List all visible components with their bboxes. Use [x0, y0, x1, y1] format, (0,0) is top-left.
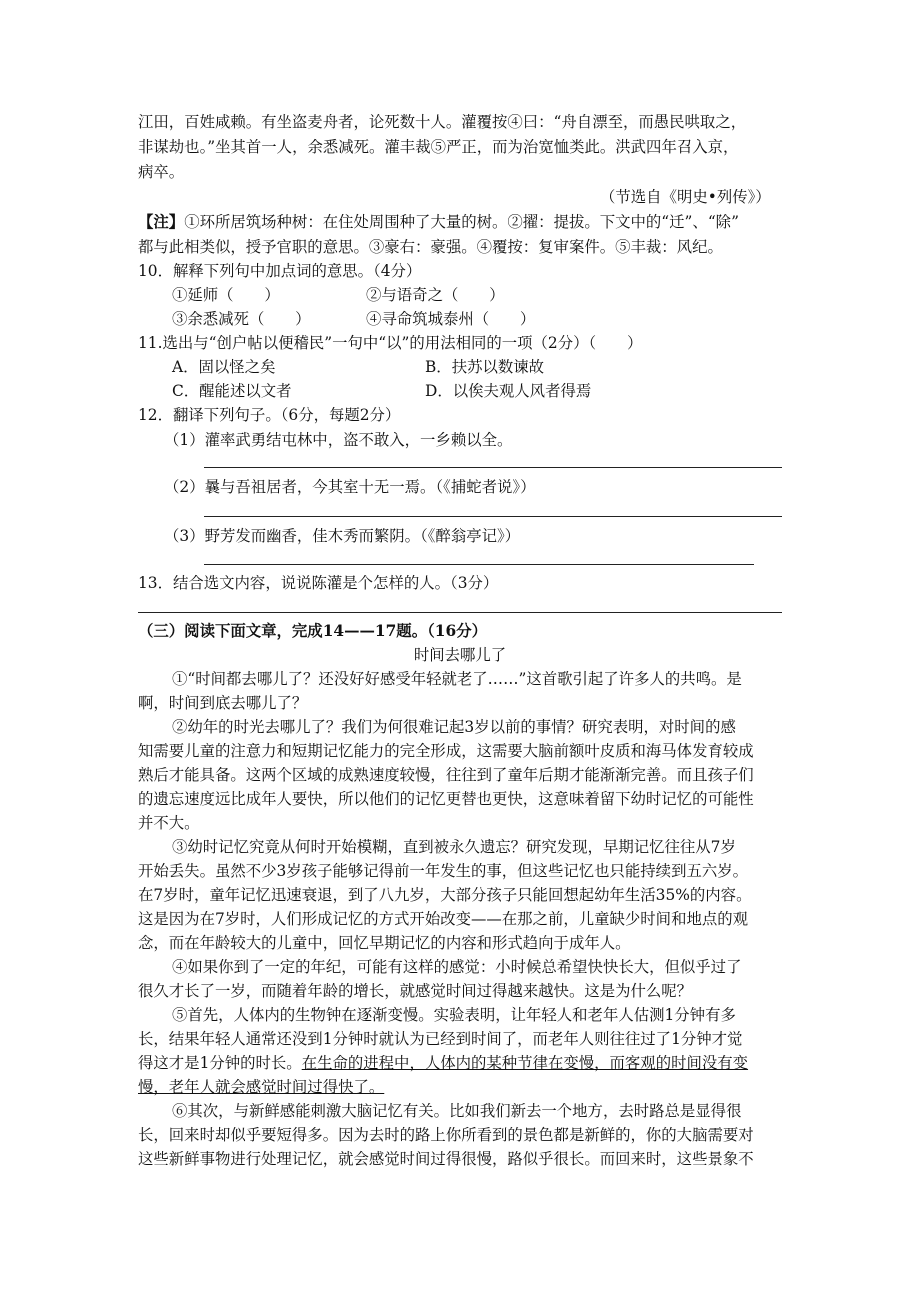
question-10-item: ③余悉减死（ ） [172, 310, 311, 328]
article-line: 熟后才能具备。这两个区域的成熟速度较慢，往往到了童年后期才能渐渐完善。而且孩子们 [138, 766, 754, 784]
article-line: 长，回来时却似乎要短得多。因为去时的路上你所看到的景色都是新鲜的，你的大脑需要对 [138, 1126, 754, 1144]
question-10-stem: 10．解释下列句中加点词的意思。（4分） [138, 262, 422, 280]
article-line: 很久才长了一岁，而随着年龄的增长，就感觉时间过得越来越快。这是为什么呢？ [138, 982, 693, 1000]
passage-source: （节选自《明史•列传》） [600, 188, 771, 206]
answer-line[interactable] [204, 516, 782, 517]
question-12-item: （1）灌率武勇结屯林中，盗不敢入，一乡赖以全。 [164, 431, 513, 449]
article-line: ③幼时记忆究竟从何时开始模糊，直到被永久遗忘？研究发现，早期记忆往往从7岁 [172, 838, 736, 856]
question-11-option: B．扶苏以数谏故 [425, 358, 545, 376]
section-heading: （三）阅读下面文章，完成14——17题。（16分） [138, 622, 487, 640]
article-line: 念，而在年龄较大的儿童中，回忆早期记忆的内容和形式趋向于成年人。 [138, 934, 631, 952]
article-line: ⑥其次，与新鲜感能刺激大脑记忆有关。比如我们新去一个地方，去时路总是显得很 [172, 1102, 742, 1120]
answer-line[interactable] [138, 612, 782, 613]
article-line [138, 1051, 748, 1075]
passage-line: 病卒。 [138, 163, 185, 181]
article-line: 在7岁时，童年记忆迅速衰退，到了八九岁，大部分孩子只能回想起幼年生活35%的内容。 [138, 886, 752, 904]
question-12-item: （2）曩与吾祖居者，今其室十无一焉。（《捕蛇者说》） [164, 478, 536, 496]
article-line: 这是因为在7岁时，人们形成记忆的方式开始改变——在那之前，儿童缺少时间和地点的观 [138, 910, 749, 928]
article-line: 并不大。 [138, 814, 200, 832]
article-line: ④如果你到了一定的年纪，可能有这样的感觉：小时候总希望快快长大，但似乎过了 [172, 958, 742, 976]
question-12-stem: 12．翻译下列句子。（6分，每题2分） [138, 406, 401, 424]
question-10-item: ②与语奇之（ ） [366, 286, 505, 304]
article-text: 得这才是1分钟的时长。 [138, 1054, 302, 1072]
article-line: ⑤首先，人体内的生物钟在逐渐变慢。实验表明，让年轻人和老年人估测1分钟有多 [172, 1006, 736, 1024]
passage-line: 江田，百姓咸赖。有坐盗麦舟者，论死数十人。灌覆按④曰：“舟自漂至，而愚民哄取之， [138, 113, 747, 131]
article-line: 这些新鲜事物进行处理记忆，就会感觉时间过得很慢，路似乎很长。而回来时，这些景象不 [138, 1150, 754, 1168]
notes-line: 【注】①环所居筑场种树：在住处周围种了大量的树。②擢：提拔。下文中的“迁”、“除” [138, 213, 739, 231]
notes-text: ①环所居筑场种树：在住处周围种了大量的树。②擢：提拔。下文中的“迁”、“除” [184, 213, 739, 231]
article-title: 时间去哪儿了 [413, 646, 507, 664]
article-line: 知需要儿童的注意力和短期记忆能力的完全形成，这需要大脑前额叶皮质和海马体发育较成 [138, 742, 754, 760]
article-line: ②幼年的时光去哪儿了？我们为何很难记起3岁以前的事情？研究表明，对时间的感 [172, 718, 736, 736]
notes-line: 都与此相类似，授予官职的意思。③豪右：豪强。④覆按：复审案件。⑤丰裁：风纪。 [138, 238, 723, 256]
question-11-option: C．醒能述以文者 [172, 382, 292, 400]
answer-line[interactable] [204, 467, 782, 468]
article-line: 的遗忘速度远比成年人要快，所以他们的记忆更替也更快，这意味着留下幼时记忆的可能性 [138, 790, 754, 808]
question-11-stem: 11.选出与“创户帖以便稽民”一句中“以”的用法相同的一项（2分）（ ） [138, 334, 643, 352]
article-line: 开始丢失。虽然不少3岁孩子能够记得前一年发生的事，但这些记忆也只能持续到五六岁。 [138, 862, 749, 880]
article-line: ①“时间都去哪儿了？还没好好感受年轻就老了……”这首歌引起了许多人的共鸣。是 [172, 670, 742, 688]
question-12-item: （3）野芳发而幽香，佳木秀而繁阴。（《醉翁亭记》） [164, 527, 521, 545]
article-line: 长，结果年轻人通常还没到1分钟时就认为已经到时间了，而老年人则往往过了1分钟才觉 [138, 1030, 743, 1048]
question-13-stem: 13．结合选文内容，说说陈灌是个怎样的人。（3分） [138, 574, 499, 592]
underlined-sentence: 慢，老年人就会感觉时间过得快了。 [138, 1078, 385, 1096]
question-10-item: ④寻命筑城泰州（ ） [366, 310, 536, 328]
answer-line[interactable] [204, 564, 754, 565]
question-11-option: D．以俟夫观人风者得焉 [425, 382, 592, 400]
question-11-option: A．固以怪之矣 [172, 358, 276, 376]
passage-line: 非谋劫也。”坐其首一人，余悉减死。灌丰裁⑤严正，而为治宽恤类此。洪武四年召入京， [138, 138, 739, 156]
question-10-item: ①延师（ ） [172, 286, 280, 304]
underlined-sentence: 在生命的进程中，人体内的某种节律在变慢，而客观的时间没有变 [301, 1054, 749, 1072]
article-line: 啊，时间到底去哪儿了？ [138, 694, 308, 712]
